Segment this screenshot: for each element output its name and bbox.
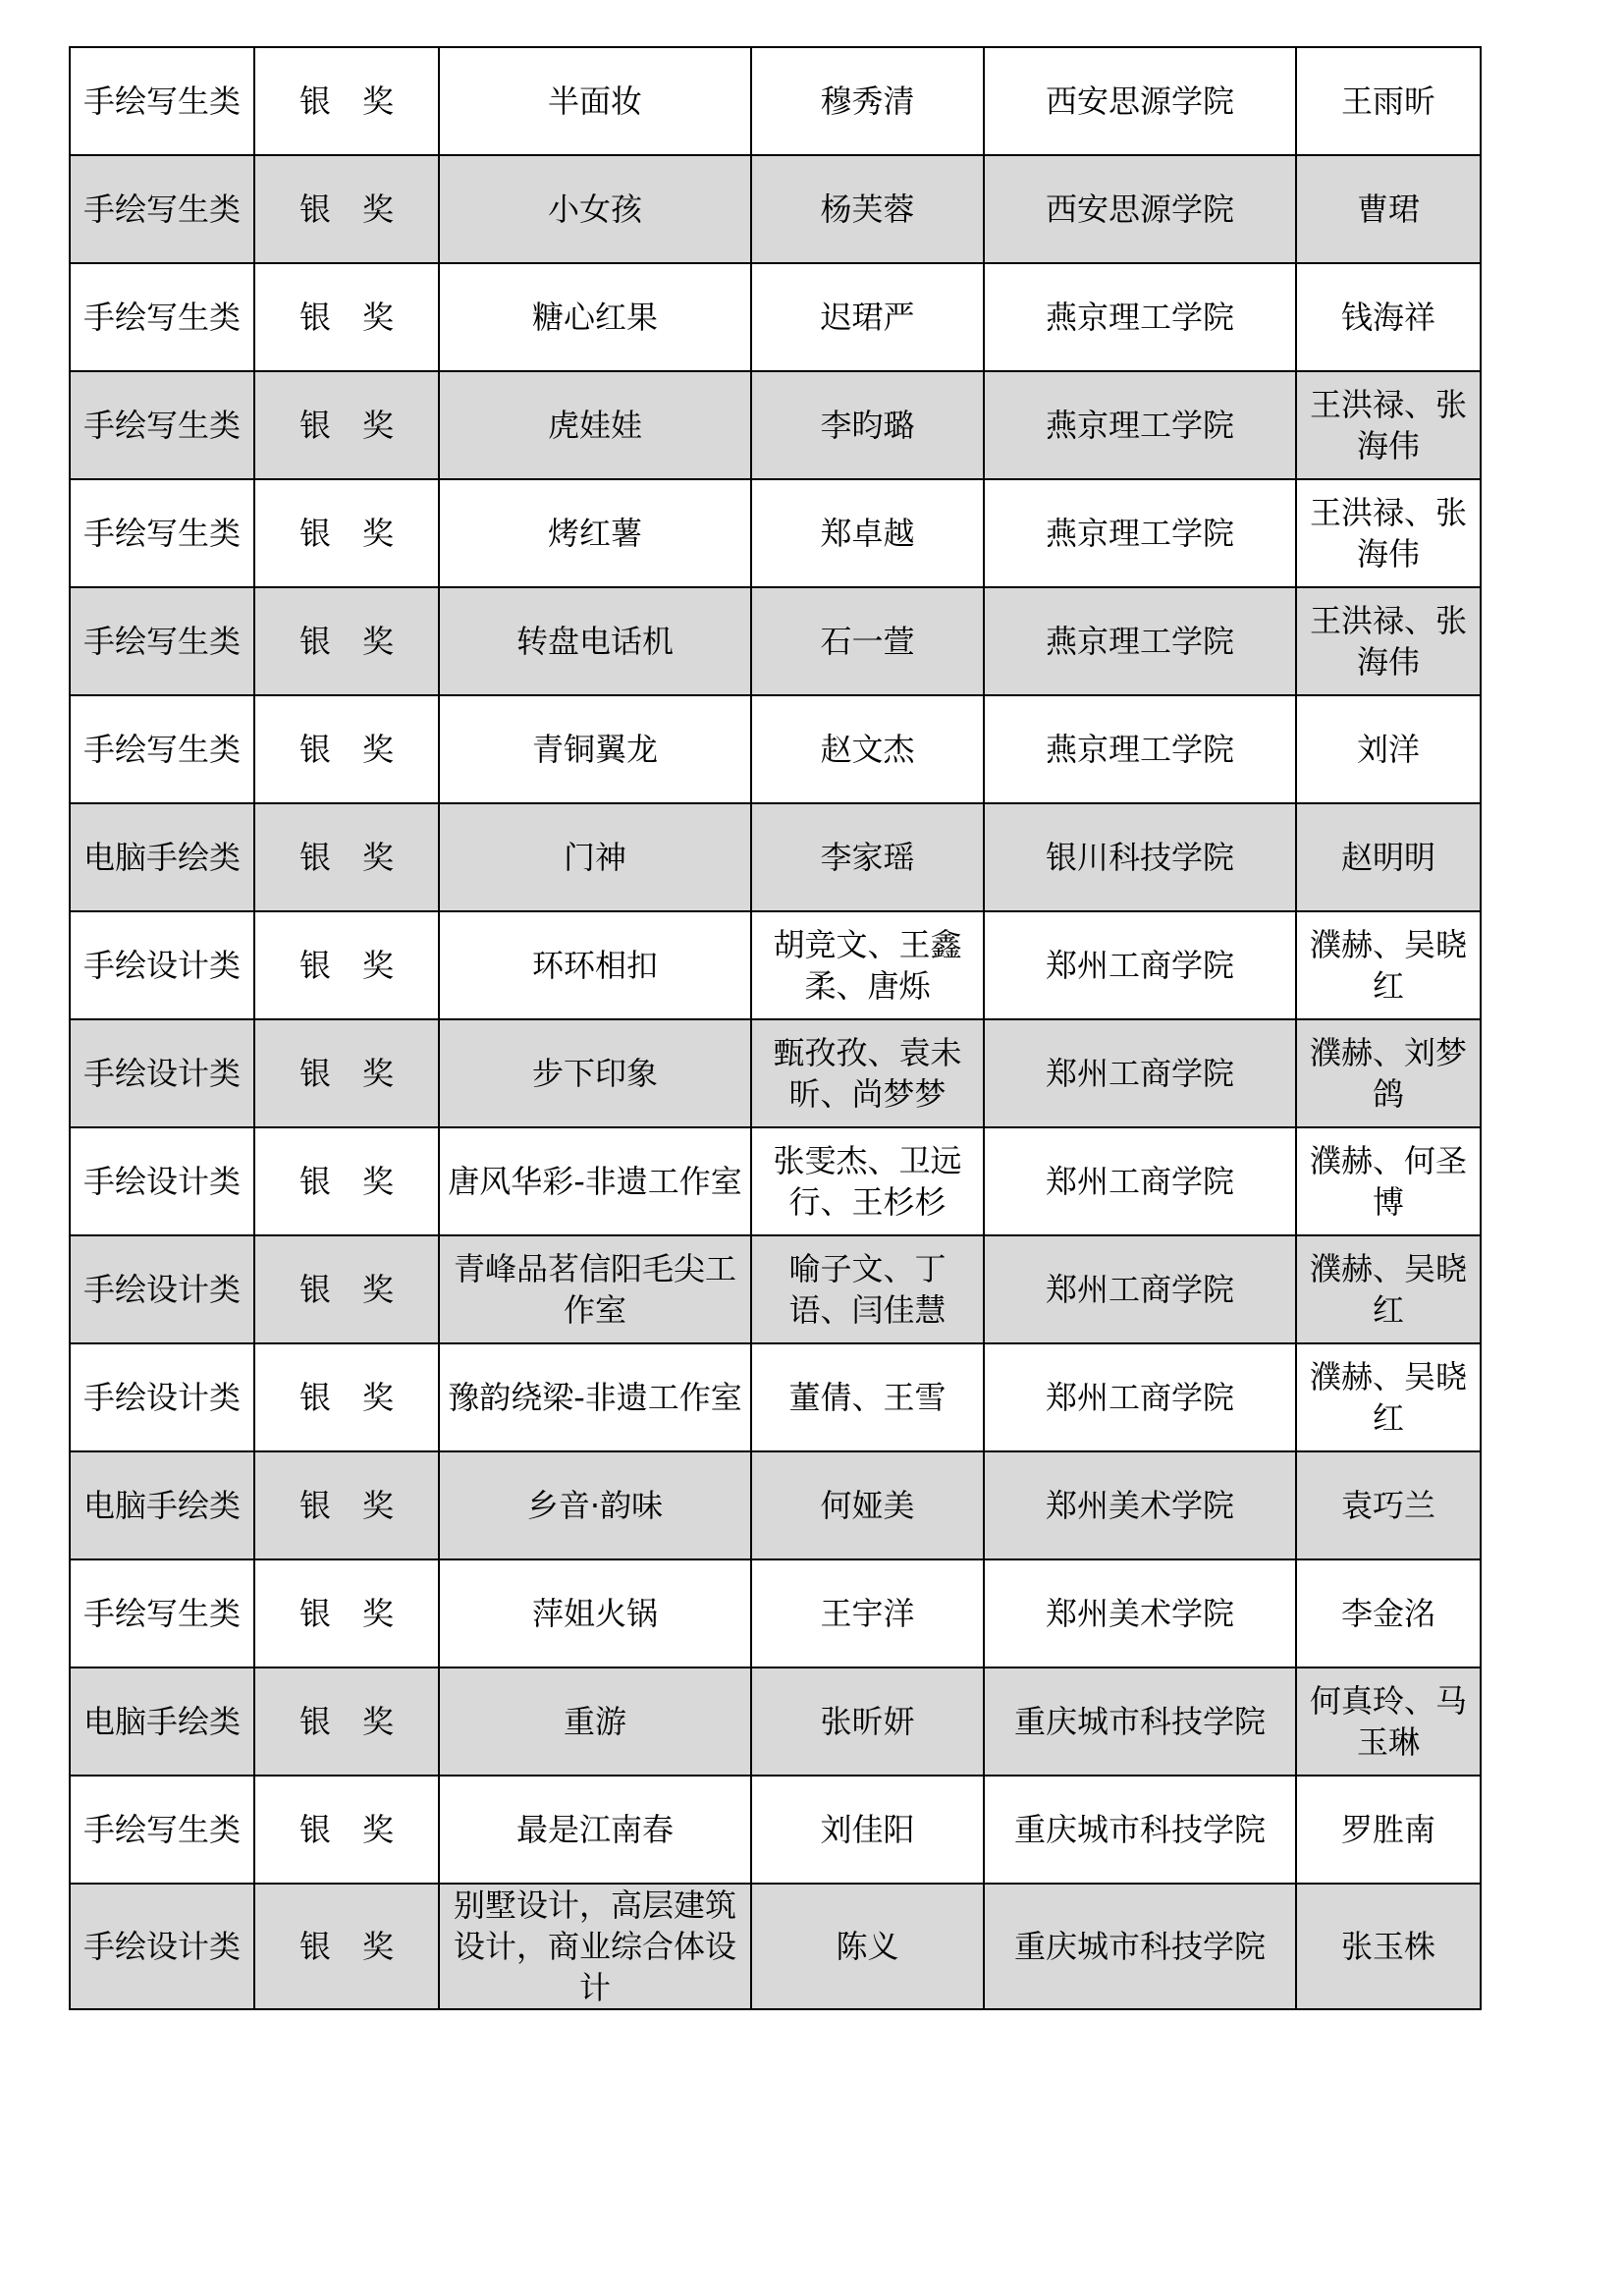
school-cell: 燕京理工学院	[984, 587, 1296, 695]
author-cell: 董倩、王雪	[751, 1343, 984, 1451]
teacher-cell: 赵明明	[1296, 803, 1481, 911]
work-title-cell: 环环相扣	[439, 911, 751, 1019]
award-cell: 银 奖	[254, 911, 439, 1019]
author-cell: 甄孜孜、袁未昕、尚梦梦	[751, 1019, 984, 1127]
award-cell: 银 奖	[254, 587, 439, 695]
teacher-cell: 何真玲、马玉琳	[1296, 1667, 1481, 1776]
school-cell: 郑州工商学院	[984, 1343, 1296, 1451]
work-title-cell: 豫韵绕梁-非遗工作室	[439, 1343, 751, 1451]
category-cell: 电脑手绘类	[70, 803, 254, 911]
category-cell: 手绘设计类	[70, 1884, 254, 2009]
work-title-cell: 虎娃娃	[439, 371, 751, 479]
award-cell: 银 奖	[254, 47, 439, 155]
work-title-cell: 半面妆	[439, 47, 751, 155]
table-row	[70, 479, 1481, 587]
category-cell: 手绘写生类	[70, 47, 254, 155]
author-cell: 李昀璐	[751, 371, 984, 479]
work-title-cell: 重游	[439, 1667, 751, 1776]
school-cell: 郑州工商学院	[984, 1235, 1296, 1343]
award-cell: 银 奖	[254, 1019, 439, 1127]
table-row	[70, 47, 1481, 155]
award-cell: 银 奖	[254, 1776, 439, 1884]
teacher-cell: 濮赫、吴晓红	[1296, 911, 1481, 1019]
work-title-cell: 青峰品茗信阳毛尖工作室	[439, 1235, 751, 1343]
author-cell: 穆秀清	[751, 47, 984, 155]
school-cell: 燕京理工学院	[984, 479, 1296, 587]
teacher-cell: 濮赫、吴晓红	[1296, 1235, 1481, 1343]
school-cell: 燕京理工学院	[984, 263, 1296, 371]
author-cell: 石一萱	[751, 587, 984, 695]
category-cell: 手绘设计类	[70, 1343, 254, 1451]
school-cell: 郑州工商学院	[984, 911, 1296, 1019]
category-cell: 手绘写生类	[70, 263, 254, 371]
school-cell: 银川科技学院	[984, 803, 1296, 911]
award-cell: 银 奖	[254, 1343, 439, 1451]
category-cell: 手绘写生类	[70, 695, 254, 803]
table-row	[70, 803, 1481, 911]
work-title-cell: 别墅设计，高层建筑设计，商业综合体设计	[439, 1884, 751, 2009]
table-row	[70, 1884, 1481, 2009]
school-cell: 西安思源学院	[984, 155, 1296, 263]
school-cell: 郑州工商学院	[984, 1127, 1296, 1235]
table-row	[70, 1451, 1481, 1559]
author-cell: 刘佳阳	[751, 1776, 984, 1884]
teacher-cell: 王雨昕	[1296, 47, 1481, 155]
school-cell: 重庆城市科技学院	[984, 1776, 1296, 1884]
table-row	[70, 1776, 1481, 1884]
author-cell: 郑卓越	[751, 479, 984, 587]
work-title-cell: 转盘电话机	[439, 587, 751, 695]
work-title-cell: 最是江南春	[439, 1776, 751, 1884]
table-row	[70, 1343, 1481, 1451]
award-cell: 银 奖	[254, 1127, 439, 1235]
teacher-cell: 王洪禄、张海伟	[1296, 479, 1481, 587]
work-title-cell: 唐风华彩-非遗工作室	[439, 1127, 751, 1235]
work-title-cell: 烤红薯	[439, 479, 751, 587]
work-title-cell: 门神	[439, 803, 751, 911]
award-cell: 银 奖	[254, 479, 439, 587]
author-cell: 杨芙蓉	[751, 155, 984, 263]
school-cell: 重庆城市科技学院	[984, 1884, 1296, 2009]
table-row	[70, 371, 1481, 479]
award-cell: 银 奖	[254, 155, 439, 263]
award-cell: 银 奖	[254, 1667, 439, 1776]
category-cell: 手绘写生类	[70, 1559, 254, 1667]
award-cell: 银 奖	[254, 1451, 439, 1559]
teacher-cell: 王洪禄、张海伟	[1296, 587, 1481, 695]
category-cell: 手绘写生类	[70, 155, 254, 263]
category-cell: 电脑手绘类	[70, 1451, 254, 1559]
teacher-cell: 李金洺	[1296, 1559, 1481, 1667]
teacher-cell: 王洪禄、张海伟	[1296, 371, 1481, 479]
table-row	[70, 911, 1481, 1019]
school-cell: 燕京理工学院	[984, 695, 1296, 803]
teacher-cell: 曹珺	[1296, 155, 1481, 263]
category-cell: 电脑手绘类	[70, 1667, 254, 1776]
author-cell: 张昕妍	[751, 1667, 984, 1776]
teacher-cell: 袁巧兰	[1296, 1451, 1481, 1559]
category-cell: 手绘设计类	[70, 911, 254, 1019]
category-cell: 手绘写生类	[70, 371, 254, 479]
teacher-cell: 罗胜南	[1296, 1776, 1481, 1884]
table-row	[70, 1127, 1481, 1235]
author-cell: 张雯杰、卫远行、王杉杉	[751, 1127, 984, 1235]
work-title-cell: 青铜翼龙	[439, 695, 751, 803]
work-title-cell: 糖心红果	[439, 263, 751, 371]
table-row	[70, 155, 1481, 263]
school-cell: 重庆城市科技学院	[984, 1667, 1296, 1776]
author-cell: 胡竞文、王鑫柔、唐烁	[751, 911, 984, 1019]
table-row	[70, 1667, 1481, 1776]
table-row	[70, 1559, 1481, 1667]
work-title-cell: 步下印象	[439, 1019, 751, 1127]
school-cell: 郑州美术学院	[984, 1451, 1296, 1559]
school-cell: 郑州工商学院	[984, 1019, 1296, 1127]
award-cell: 银 奖	[254, 803, 439, 911]
award-cell: 银 奖	[254, 263, 439, 371]
category-cell: 手绘写生类	[70, 587, 254, 695]
awards-table	[69, 46, 1482, 2010]
award-cell: 银 奖	[254, 695, 439, 803]
award-cell: 银 奖	[254, 1884, 439, 2009]
table-row	[70, 1235, 1481, 1343]
teacher-cell: 濮赫、吴晓红	[1296, 1343, 1481, 1451]
table-row	[70, 587, 1481, 695]
school-cell: 燕京理工学院	[984, 371, 1296, 479]
author-cell: 王宇洋	[751, 1559, 984, 1667]
category-cell: 手绘写生类	[70, 1776, 254, 1884]
work-title-cell: 乡音·韵味	[439, 1451, 751, 1559]
category-cell: 手绘设计类	[70, 1235, 254, 1343]
award-cell: 银 奖	[254, 371, 439, 479]
teacher-cell: 钱海祥	[1296, 263, 1481, 371]
author-cell: 喻子文、丁语、闫佳慧	[751, 1235, 984, 1343]
table-row	[70, 1019, 1481, 1127]
author-cell: 李家瑶	[751, 803, 984, 911]
category-cell: 手绘设计类	[70, 1019, 254, 1127]
author-cell: 陈义	[751, 1884, 984, 2009]
award-cell: 银 奖	[254, 1235, 439, 1343]
teacher-cell: 刘洋	[1296, 695, 1481, 803]
teacher-cell: 濮赫、何圣博	[1296, 1127, 1481, 1235]
author-cell: 何娅美	[751, 1451, 984, 1559]
teacher-cell: 濮赫、刘梦鸽	[1296, 1019, 1481, 1127]
school-cell: 郑州美术学院	[984, 1559, 1296, 1667]
category-cell: 手绘写生类	[70, 479, 254, 587]
work-title-cell: 小女孩	[439, 155, 751, 263]
category-cell: 手绘设计类	[70, 1127, 254, 1235]
award-cell: 银 奖	[254, 1559, 439, 1667]
work-title-cell: 萍姐火锅	[439, 1559, 751, 1667]
author-cell: 赵文杰	[751, 695, 984, 803]
author-cell: 迟珺严	[751, 263, 984, 371]
teacher-cell: 张玉株	[1296, 1884, 1481, 2009]
awards-table-body	[70, 47, 1481, 2009]
table-row	[70, 263, 1481, 371]
table-row	[70, 695, 1481, 803]
school-cell: 西安思源学院	[984, 47, 1296, 155]
